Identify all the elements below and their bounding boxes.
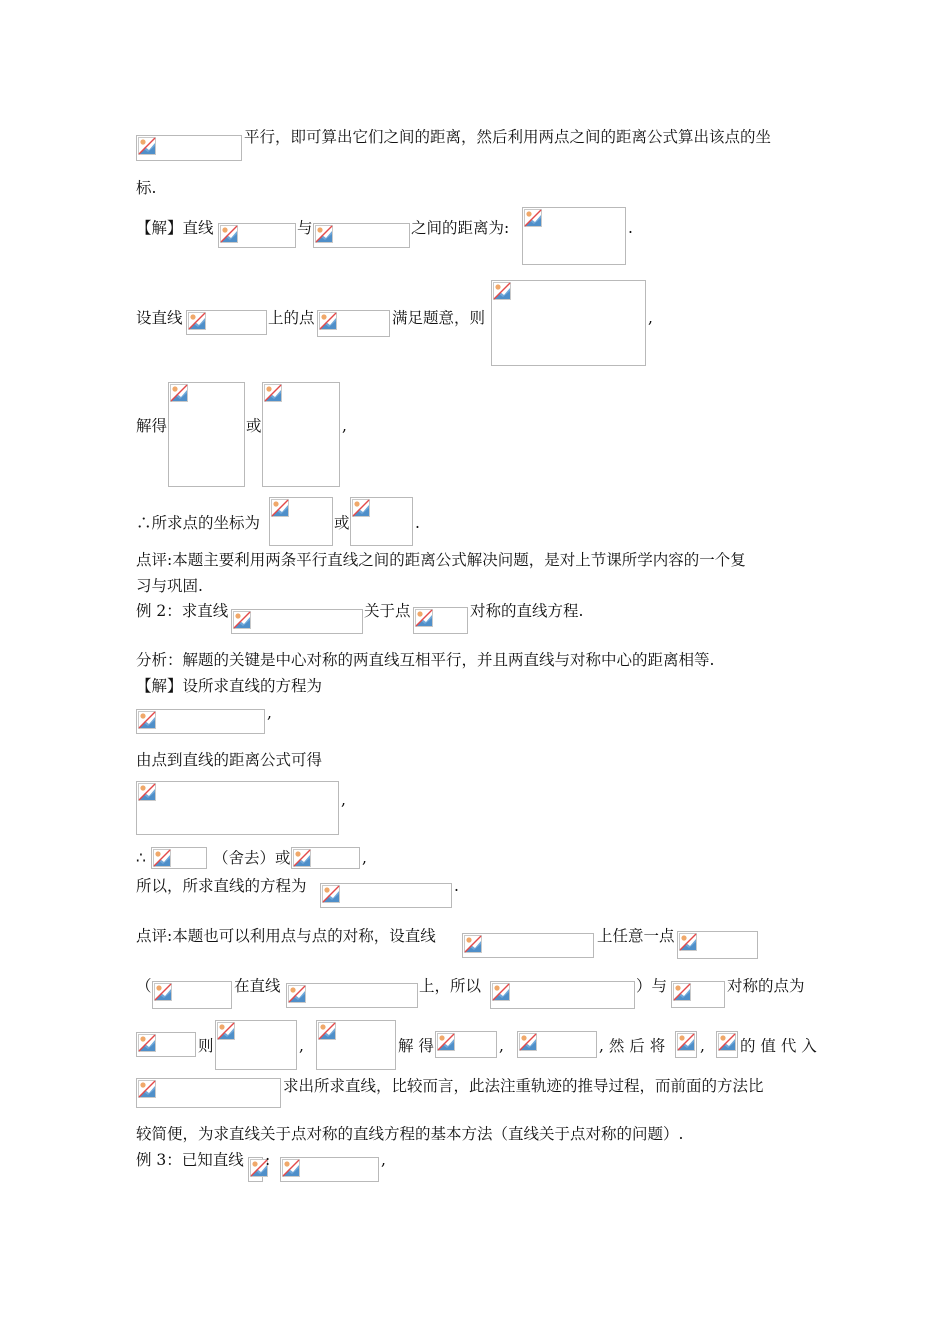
- broken-image-icon: [718, 1033, 736, 1051]
- formula-image: [677, 931, 758, 959]
- broken-image-icon: [271, 499, 289, 517]
- paragraph-text: ∴: [136, 849, 146, 867]
- broken-image-icon: [153, 849, 171, 867]
- paragraph-text: ,: [341, 791, 346, 809]
- paragraph-text: （舍去）或: [213, 849, 291, 867]
- paragraph-text: ,: [648, 309, 653, 327]
- broken-image-icon: [217, 1022, 235, 1040]
- solution-label: 【解】直线: [136, 219, 214, 237]
- paragraph-text: ,: [267, 704, 272, 722]
- formula-image: [675, 1031, 697, 1058]
- paragraph-text: 平行，即可算出它们之间的距离，然后利用两点之间的距离公式算出该点的坐: [244, 128, 772, 146]
- paragraph-text: 上，所以: [419, 977, 482, 995]
- formula-image: [269, 497, 333, 546]
- broken-image-icon: [138, 137, 156, 155]
- broken-image-icon: [673, 983, 691, 1001]
- paragraph-text: ,: [342, 417, 347, 435]
- solution-label: 【解】设所求直线的方程为: [136, 677, 323, 695]
- paragraph-text: ∴所求点的坐标为: [136, 514, 261, 532]
- formula-image: [280, 1157, 379, 1182]
- broken-image-icon: [318, 1022, 336, 1040]
- formula-image: [168, 382, 245, 487]
- broken-image-icon: [264, 384, 282, 402]
- paragraph-text: 较简便，为求直线关于点对称的直线方程的基本方法（直线关于点对称的问题）.: [136, 1125, 684, 1143]
- formula-image: [522, 207, 626, 265]
- broken-image-icon: [492, 983, 510, 1001]
- paragraph-text: .: [415, 514, 420, 532]
- paragraph-text: 则: [198, 1037, 214, 1055]
- formula-image: [491, 280, 646, 366]
- broken-image-icon: [282, 1159, 300, 1177]
- example-label: 例 2：求直线: [136, 602, 229, 620]
- paragraph-text: 所以，所求直线的方程为: [136, 877, 307, 895]
- formula-image: [136, 709, 265, 734]
- broken-image-icon: [493, 282, 511, 300]
- paragraph-text: .: [454, 877, 459, 895]
- broken-image-icon: [352, 499, 370, 517]
- formula-image: [248, 1157, 263, 1182]
- broken-image-icon: [188, 312, 206, 330]
- formula-image: [313, 223, 410, 248]
- paragraph-text: 分析：解题的关键是中心对称的两直线互相平行，并且两直线与对称中心的距离相等.: [136, 651, 715, 669]
- paragraph-text: :: [265, 1151, 271, 1169]
- paragraph-text: , 然 后 将: [599, 1037, 666, 1055]
- formula-image: [136, 135, 242, 161]
- formula-image: [320, 883, 452, 908]
- paragraph-text: ,: [362, 849, 367, 867]
- paragraph-text: 对称的点为: [727, 977, 805, 995]
- formula-image: [316, 1020, 396, 1070]
- paragraph-text: 上任意一点: [597, 927, 675, 945]
- paragraph-text: 与: [297, 219, 313, 237]
- broken-image-icon: [293, 849, 311, 867]
- broken-image-icon: [319, 312, 337, 330]
- formula-image: [186, 310, 267, 335]
- example-label: 例 3：已知直线: [136, 1151, 244, 1169]
- formula-image: [136, 1078, 281, 1108]
- paragraph-text: 的 值 代 入: [740, 1037, 817, 1055]
- formula-image: [136, 1032, 196, 1057]
- broken-image-icon: [138, 711, 156, 729]
- paragraph-text: 求出所求直线，比较而言，此法注重轨迹的推导过程，而前面的方法比: [283, 1077, 764, 1095]
- paragraph-text: 之间的距离为:: [411, 219, 510, 237]
- paragraph-text: 设直线: [136, 309, 183, 327]
- broken-image-icon: [220, 225, 238, 243]
- paragraph-text: 标.: [136, 179, 157, 197]
- formula-image: [262, 382, 340, 487]
- paragraph-text: 点评:本题主要利用两条平行直线之间的距离公式解决问题，是对上节课所学内容的一个复: [136, 551, 746, 569]
- paragraph-text: 关于点: [364, 602, 411, 620]
- broken-image-icon: [138, 783, 156, 801]
- paragraph-text: 或: [246, 417, 262, 435]
- paragraph-text: .: [628, 219, 633, 237]
- paragraph-text: 解得: [136, 417, 168, 435]
- broken-image-icon: [138, 1034, 156, 1052]
- paragraph-text: 解 得: [398, 1037, 434, 1055]
- formula-image: [413, 607, 468, 634]
- paragraph-text: 对称的直线方程.: [470, 602, 584, 620]
- formula-image: [671, 981, 725, 1008]
- formula-image: [435, 1031, 497, 1058]
- paragraph-text: ,: [299, 1037, 304, 1055]
- broken-image-icon: [679, 933, 697, 951]
- formula-image: [291, 847, 360, 869]
- formula-image: [462, 933, 594, 958]
- paragraph-text: ,: [381, 1151, 386, 1169]
- formula-image: [317, 310, 390, 337]
- paragraph-text: 习与巩固.: [136, 577, 203, 595]
- paragraph-text: 或: [334, 514, 350, 532]
- formula-image: [151, 847, 207, 869]
- formula-image: [136, 781, 339, 835]
- formula-image: [218, 223, 296, 248]
- paragraph-text: （: [136, 977, 152, 995]
- broken-image-icon: [322, 885, 340, 903]
- broken-image-icon: [415, 609, 433, 627]
- formula-image: [215, 1020, 297, 1070]
- paragraph-text: ）与: [636, 977, 668, 995]
- paragraph-text: ,: [700, 1037, 705, 1055]
- broken-image-icon: [677, 1033, 695, 1051]
- paragraph-text: ,: [499, 1037, 504, 1055]
- paragraph-text: 点评:本题也可以利用点与点的对称，设直线: [136, 927, 436, 945]
- broken-image-icon: [170, 384, 188, 402]
- formula-image: [490, 981, 635, 1009]
- formula-image: [716, 1031, 738, 1058]
- broken-image-icon: [519, 1033, 537, 1051]
- broken-image-icon: [138, 1080, 156, 1098]
- broken-image-icon: [233, 611, 251, 629]
- broken-image-icon: [464, 935, 482, 953]
- formula-image: [350, 497, 413, 546]
- broken-image-icon: [524, 209, 542, 227]
- broken-image-icon: [288, 985, 306, 1003]
- paragraph-text: 满足题意，则: [392, 309, 486, 327]
- paragraph-text: 由点到直线的距离公式可得: [136, 751, 323, 769]
- paragraph-text: 在直线: [234, 977, 281, 995]
- formula-image: [152, 981, 232, 1009]
- broken-image-icon: [154, 983, 172, 1001]
- paragraph-text: 上的点: [268, 309, 315, 327]
- formula-image: [286, 983, 418, 1008]
- formula-image: [517, 1031, 597, 1058]
- formula-image: [231, 609, 363, 634]
- broken-image-icon: [315, 225, 333, 243]
- broken-image-icon: [437, 1033, 455, 1051]
